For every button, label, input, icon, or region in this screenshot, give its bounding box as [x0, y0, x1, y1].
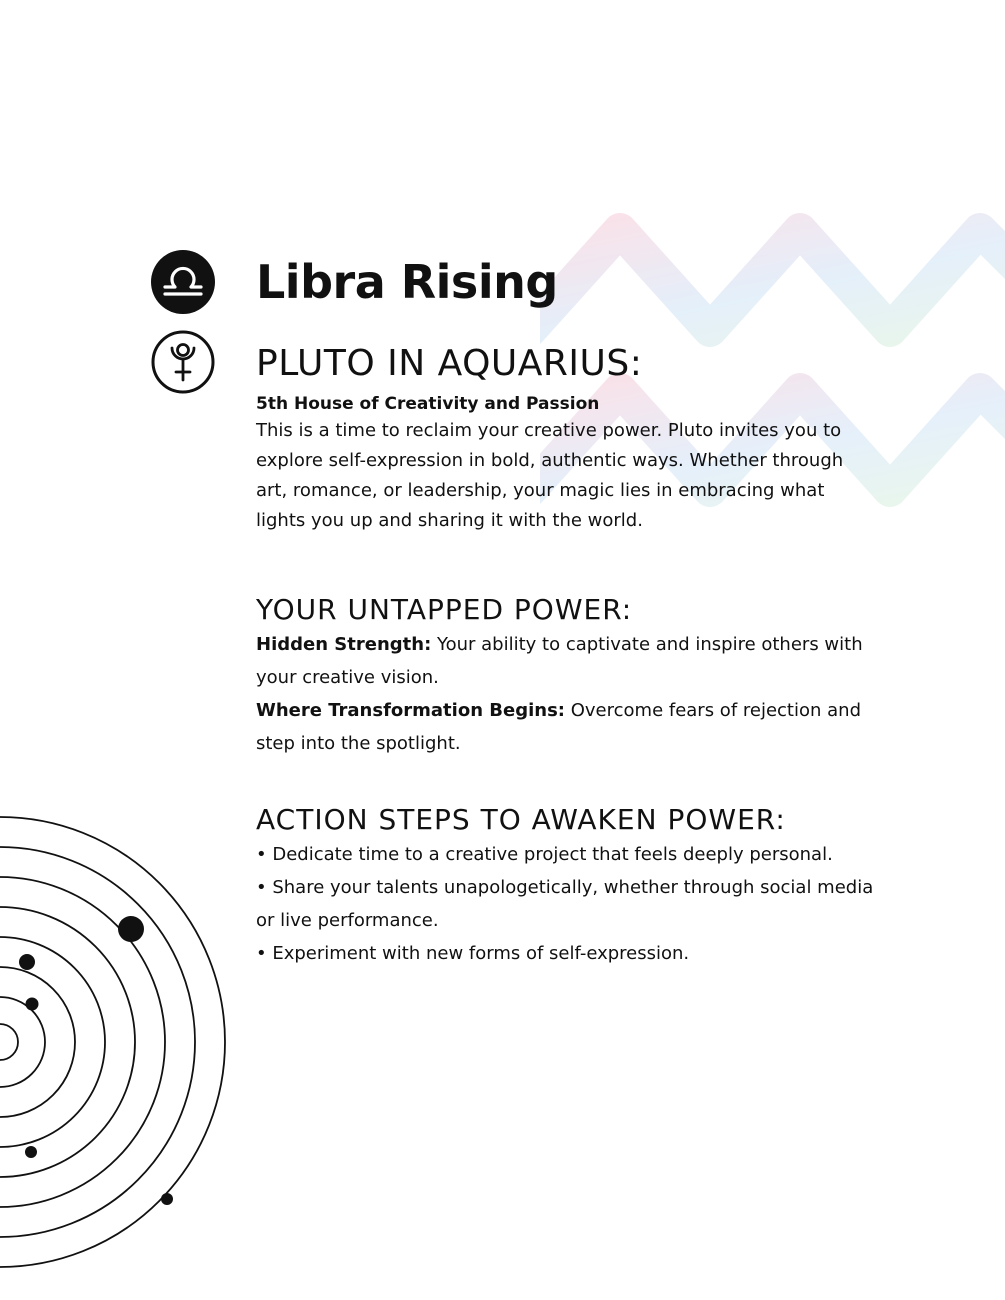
action-steps-heading: ACTION STEPS TO AWAKEN POWER:	[256, 803, 786, 836]
main-content	[256, 252, 896, 970]
transformation-label: Where Transformation Begins:	[256, 700, 565, 721]
untapped-power-heading: YOUR UNTAPPED POWER:	[256, 593, 633, 626]
hidden-strength-paragraph	[256, 628, 876, 694]
action-step: • Experiment with new forms of self-expression.	[256, 943, 690, 964]
transformation-text: Overcome fears of rejection and step into the spotlight.	[256, 700, 861, 754]
intro-paragraph: This is a time to reclaim your creative power. Pluto invites you to explore self-expression in bold, authentic ways. Whether through art, romance, or leadership, your magic lies in embracing what lights you up and sharing it with the world.	[256, 420, 844, 531]
hidden-strength-text: Your ability to captivate and inspire others with your creative vision.	[256, 634, 863, 688]
planet-dot	[25, 1146, 37, 1158]
orbit-rings-icon	[0, 790, 240, 1300]
action-step: • Dedicate time to a creative project that feels deeply personal.	[256, 844, 833, 865]
rising-title: Libra Rising	[256, 255, 558, 309]
hidden-strength-label: Hidden Strength:	[256, 634, 432, 655]
action-step: • Share your talents unapologetically, whether through social media or live performance.	[256, 877, 874, 931]
libra-glyph-icon	[151, 250, 215, 314]
planet-subtitle: PLUTO IN AQUARIUS:	[256, 343, 643, 384]
planet-dot	[19, 954, 35, 970]
planet-dot	[26, 998, 39, 1011]
transformation-paragraph	[256, 694, 876, 760]
house-heading: 5th House of Creativity and Passion	[256, 394, 600, 414]
planet-dot-large	[118, 916, 144, 942]
pluto-glyph-icon	[151, 330, 215, 394]
planet-dot	[161, 1193, 173, 1205]
